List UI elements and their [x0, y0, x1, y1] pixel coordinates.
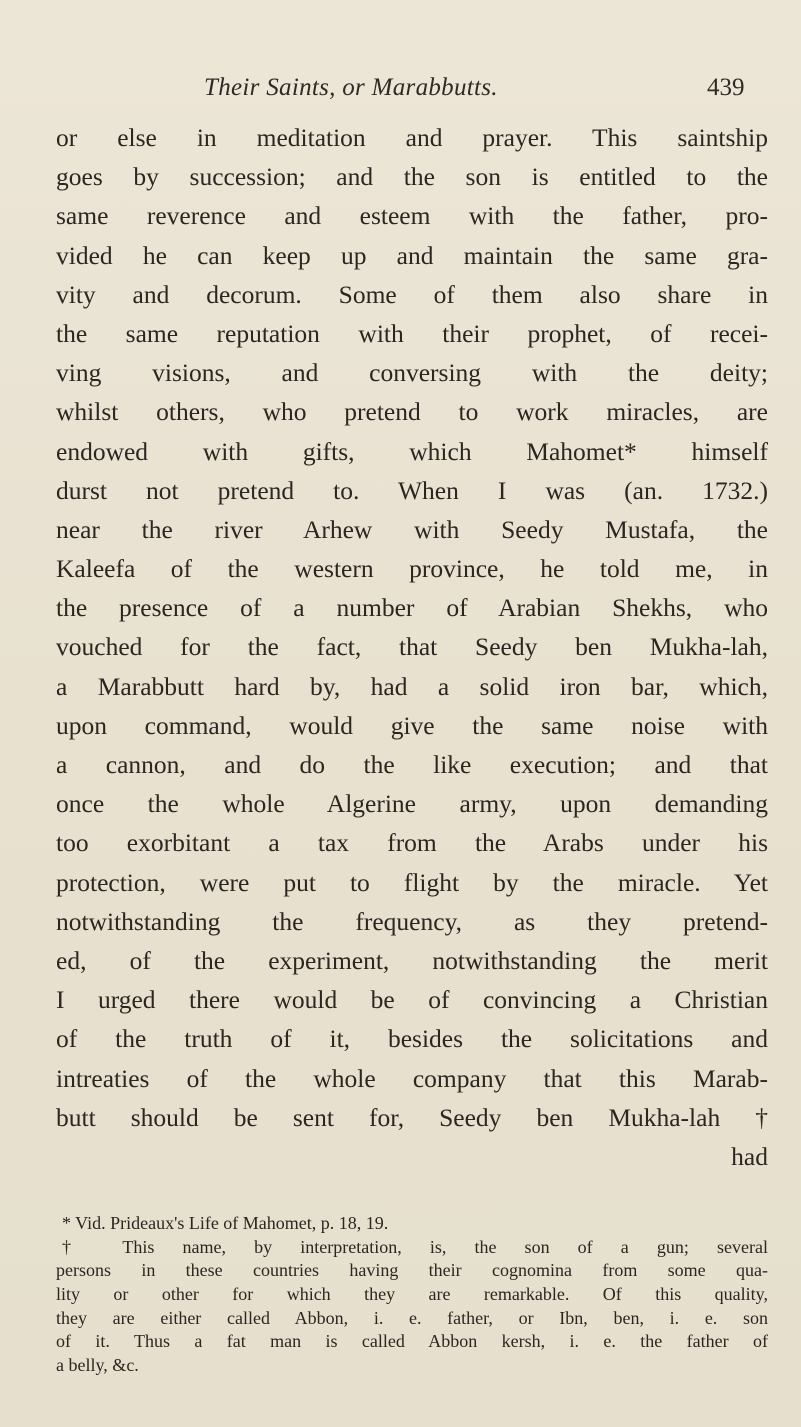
text-line: Kaleefa of the western province, he told me, in: [56, 554, 768, 584]
text-line: upon command, would give the same noise with: [56, 710, 768, 740]
text-line: notwithstanding the frequency, as they pretend-: [56, 906, 768, 936]
text-line: a Marabbutt hard by, had a solid iron bar, which,: [56, 671, 768, 701]
text-line: same reverence and esteem with the father, pro-: [56, 201, 768, 231]
main-text: [56, 118, 768, 1176]
footnote-line: they are either called Abbon, i. e. father, or Ibn, ben, i. e. son: [56, 1307, 768, 1328]
text-line: butt should be sent for, Seedy ben Mukha-lah †: [56, 1102, 768, 1132]
text-line: vity and decorum. Some of them also share in: [56, 279, 768, 309]
text-line: durst not pretend to. When I was (an. 1732.): [56, 475, 768, 505]
text-line: a cannon, and do the like execution; and that: [56, 750, 768, 779]
text-line: ving visions, and conversing with the deity;: [56, 358, 768, 388]
text-line: of the truth of it, besides the solicitations and: [56, 1024, 768, 1054]
page-header: [0, 74, 801, 114]
footnotes: [56, 1212, 768, 1378]
text-line: intreaties of the whole company that this Marab-: [56, 1063, 768, 1093]
text-line: or else in meditation and prayer. This saintship: [56, 123, 768, 152]
text-line: the presence of a number of Arabian Shekhs, who: [56, 593, 768, 623]
text-line: I urged there would be of convincing a Christian: [56, 985, 768, 1015]
text-line: once the whole Algerine army, upon demanding: [56, 789, 768, 819]
text-line: vouched for the fact, that Seedy ben Mukha-lah,: [56, 632, 768, 662]
text-line: endowed with gifts, which Mahomet* himself: [56, 436, 768, 466]
footnote-line: lity or other for which they are remarkable. Of this quality,: [56, 1284, 768, 1305]
text-line: near the river Arhew with Seedy Mustafa, the: [56, 514, 768, 544]
text-line: ed, of the experiment, notwithstanding the merit: [56, 945, 768, 975]
footnote-line: * Vid. Prideaux's Life of Mahomet, p. 18, 19.: [62, 1213, 389, 1233]
footnote-line: † This name, by interpretation, is, the son of a gun; several: [62, 1236, 768, 1257]
text-line: protection, were put to flight by the miracle. Yet: [56, 867, 768, 897]
text-line: the same reputation with their prophet, of recei-: [56, 318, 768, 348]
text-line: vided he can keep up and maintain the same gra-: [56, 240, 768, 270]
footnote-line: of it. Thus a fat man is called Abbon kersh, i. e. the father of: [56, 1331, 768, 1352]
text-line: goes by succession; and the son is entitled to the: [56, 162, 768, 192]
running-title: Their Saints, or Marabbutts.: [204, 74, 498, 101]
text-line: whilst others, who pretend to work miracles, are: [56, 397, 768, 427]
footnote-line: a belly, &c.: [56, 1355, 139, 1376]
text-line: too exorbitant a tax from the Arabs under his: [56, 828, 768, 858]
footnote-line: persons in these countries having their cognomina from some qua-: [56, 1260, 768, 1281]
catchword: had: [731, 1141, 768, 1171]
page-number: 439: [707, 74, 745, 101]
